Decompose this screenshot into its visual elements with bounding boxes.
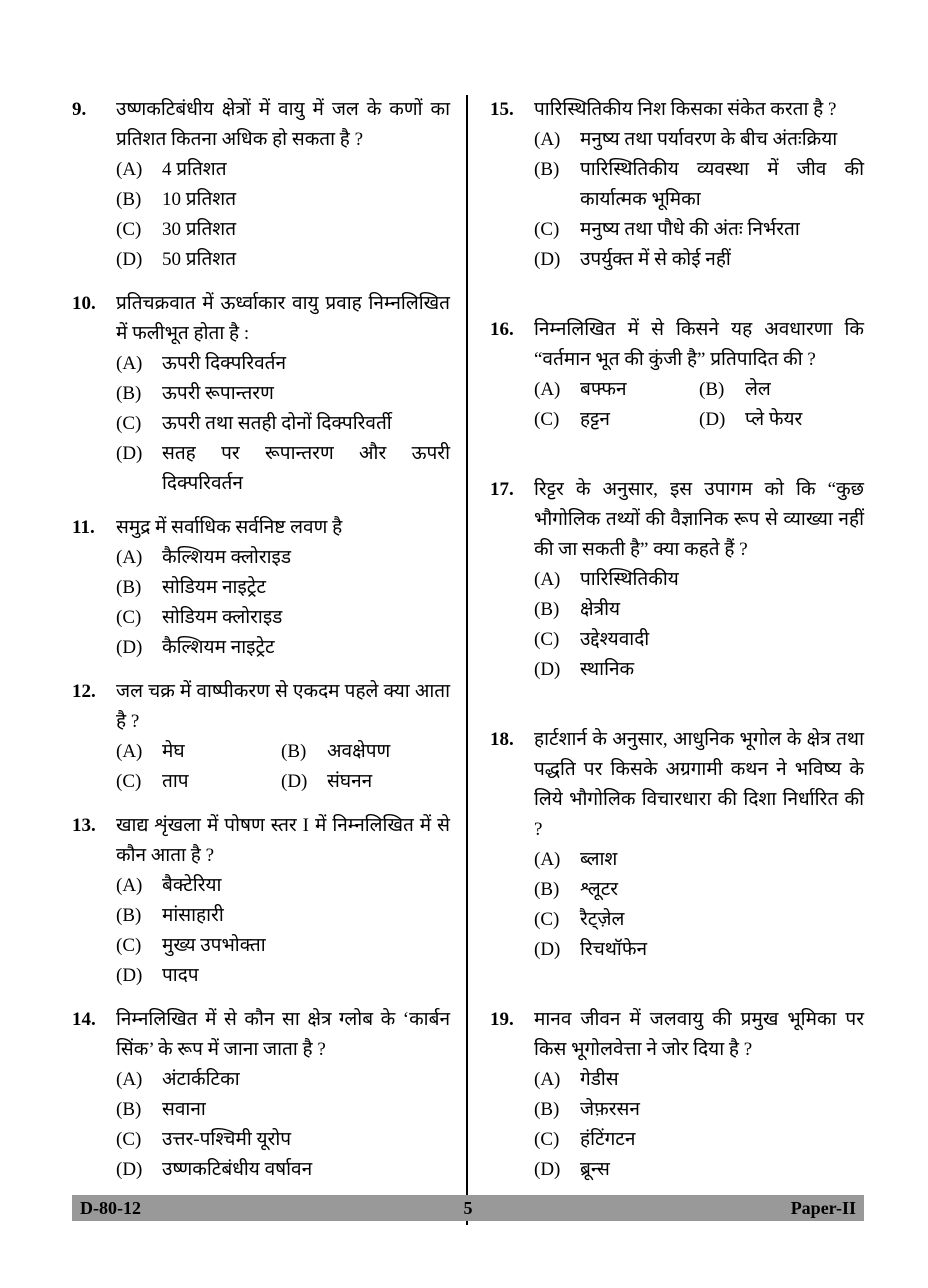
option — [534, 155, 864, 215]
footer-bar — [72, 1195, 864, 1221]
option-text: मनुष्य तथा पौधे की अंतः निर्भरता — [580, 219, 800, 240]
option-text: बैक्टेरिया — [162, 875, 222, 896]
option-text: पादप — [162, 965, 199, 986]
option — [116, 439, 450, 499]
option-label: (A) — [116, 547, 143, 568]
option — [116, 737, 281, 767]
option-label: (B) — [534, 599, 560, 620]
question-number: 18. — [490, 729, 514, 750]
option-text: उद्देश्यवादी — [580, 629, 650, 650]
option — [116, 573, 450, 603]
option-label: (B) — [116, 189, 142, 210]
option — [534, 625, 864, 655]
option-text: ऊपरी रूपान्तरण — [162, 383, 274, 404]
question-text: रिट्टर के अनुसार, इस उपागम को कि “कुछ भौगोलिक तथ्यों की वैज्ञानिक रूप से व्याख्या नहीं की जा सकती है” क्या कहते हैं ? — [534, 479, 864, 560]
option-label: (A) — [534, 569, 561, 590]
option-label: (D) — [281, 771, 308, 792]
option — [534, 935, 864, 965]
right-column — [490, 95, 864, 1225]
option-text: मेघ — [162, 741, 185, 762]
question-text: जल चक्र में वाष्पीकरण से एकदम पहले क्या आता है ? — [116, 681, 450, 732]
option-text: श्लूटर — [580, 879, 619, 900]
question-16 — [490, 315, 864, 435]
option-label: (A) — [116, 875, 143, 896]
option-text: पारिस्थितिकीय — [580, 569, 679, 590]
option — [116, 543, 450, 573]
option — [116, 767, 281, 797]
option — [116, 901, 450, 931]
option-label: (D) — [699, 409, 726, 430]
option-text: जेफ़रसन — [580, 1099, 640, 1120]
option — [116, 633, 450, 663]
option-text: गेडीस — [580, 1069, 619, 1090]
footer-paper-label: Paper-II — [790, 1197, 857, 1218]
option — [699, 375, 864, 405]
option — [116, 1155, 450, 1185]
option — [534, 215, 864, 245]
option-text: 50 प्रतिशत — [162, 249, 237, 270]
option-text: बफ्फन — [580, 379, 627, 400]
option-text: पारिस्थितिकीय व्यवस्था में जीव की कार्यात्मक भूमिका — [580, 159, 864, 210]
option-label: (C) — [534, 1129, 560, 1150]
option-text: 30 प्रतिशत — [162, 219, 237, 240]
option — [116, 215, 450, 245]
option-label: (B) — [116, 577, 142, 598]
option-text: क्षेत्रीय — [580, 599, 621, 620]
option-text: सोडियम नाइट्रेट — [162, 577, 266, 598]
question-text: खाद्य शृंखला में पोषण स्तर I में निम्नलिखित में से कौन आता है ? — [116, 815, 450, 866]
question-body — [116, 677, 450, 797]
option-text: हंटिंगटन — [580, 1129, 636, 1150]
option — [116, 379, 450, 409]
option — [116, 1125, 450, 1155]
option — [116, 931, 450, 961]
option-text: रैट्ज़ेल — [580, 909, 625, 930]
option-text: सवाना — [162, 1099, 206, 1120]
footer-paper-code: D-80-12 — [80, 1197, 141, 1218]
option-text: प्ले फेयर — [745, 409, 803, 430]
option — [116, 1095, 450, 1125]
option-text: 10 प्रतिशत — [162, 189, 237, 210]
option-text: रिचथॉफेन — [580, 939, 648, 960]
option — [534, 1095, 864, 1125]
question-body — [534, 1005, 864, 1185]
option-label: (A) — [534, 129, 561, 150]
option-label: (D) — [116, 249, 143, 270]
option — [534, 595, 864, 625]
question-14 — [72, 1005, 450, 1185]
option-text: सतह पर रूपान्तरण और ऊपरी दिक्परिवर्तन — [162, 443, 450, 494]
question-body — [116, 811, 450, 991]
option-label: (B) — [116, 905, 142, 926]
option-label: (C) — [534, 629, 560, 650]
option-text: अवक्षेपण — [327, 741, 391, 762]
question-text: समुद्र में सर्वाधिक सर्वनिष्ट लवण है — [116, 517, 343, 538]
question-number: 13. — [72, 815, 96, 836]
page-content — [72, 95, 864, 1225]
question-10 — [72, 289, 450, 499]
option-text: उत्तर-पश्चिमी यूरोप — [162, 1129, 292, 1150]
option-label: (A) — [534, 379, 561, 400]
option — [534, 1125, 864, 1155]
option-label: (D) — [116, 965, 143, 986]
option-label: (B) — [116, 383, 142, 404]
option — [534, 1155, 864, 1185]
option-text: मनुष्य तथा पर्यावरण के बीच अंतःक्रिया — [580, 129, 838, 150]
question-number: 9. — [72, 99, 87, 120]
option-text: कैल्शियम नाइट्रेट — [162, 637, 275, 658]
option-label: (D) — [534, 249, 561, 270]
option-label: (A) — [534, 1069, 561, 1090]
option-text: ब्रून्स — [580, 1159, 610, 1180]
option-label: (C) — [116, 607, 142, 628]
option-label: (D) — [534, 939, 561, 960]
column-divider — [466, 95, 468, 1225]
option — [116, 155, 450, 185]
question-19 — [490, 1005, 864, 1185]
option-label: (C) — [534, 219, 560, 240]
question-body — [534, 725, 864, 965]
question-text: निम्नलिखित में से किसने यह अवधारणा कि “वर्तमान भूत की कुंजी है” प्रतिपादित की ? — [534, 319, 864, 370]
question-number: 15. — [490, 99, 514, 120]
question-18 — [490, 725, 864, 965]
left-column — [72, 95, 450, 1225]
option — [534, 405, 699, 435]
option-label: (C) — [534, 909, 560, 930]
question-text: निम्नलिखित में से कौन सा क्षेत्र ग्लोब के ‘कार्बन सिंक’ के रूप में जाना जाता है ? — [116, 1009, 450, 1060]
option-label: (C) — [116, 413, 142, 434]
question-13 — [72, 811, 450, 991]
option-text: लेल — [745, 379, 771, 400]
option-row — [116, 737, 450, 767]
question-text: मानव जीवन में जलवायु की प्रमुख भूमिका पर किस भूगोलवेत्ता ने जोर दिया है ? — [534, 1009, 864, 1060]
option — [116, 409, 450, 439]
option — [116, 185, 450, 215]
question-body — [116, 1005, 450, 1185]
option — [116, 1065, 450, 1095]
option-label: (A) — [116, 1069, 143, 1090]
option-label: (C) — [534, 409, 560, 430]
question-number: 16. — [490, 319, 514, 340]
option-text: सोडियम क्लोराइड — [162, 607, 283, 628]
option — [281, 737, 450, 767]
option-label: (C) — [116, 935, 142, 956]
option-text: संघनन — [327, 771, 373, 792]
option-label: (D) — [534, 1159, 561, 1180]
question-9 — [72, 95, 450, 275]
option-label: (C) — [116, 1129, 142, 1150]
option-label: (C) — [116, 771, 142, 792]
question-number: 10. — [72, 293, 96, 314]
option-row — [116, 767, 450, 797]
option-label: (B) — [699, 379, 725, 400]
option-label: (B) — [534, 879, 560, 900]
option — [534, 375, 699, 405]
option — [534, 845, 864, 875]
question-11 — [72, 513, 450, 663]
option-label: (D) — [534, 659, 561, 680]
question-number: 11. — [72, 517, 95, 538]
option-text: उष्णकटिबंधीय वर्षावन — [162, 1159, 313, 1180]
option — [534, 1065, 864, 1095]
option-label: (A) — [116, 159, 143, 180]
option-label: (B) — [116, 1099, 142, 1120]
option — [534, 565, 864, 595]
question-text: उष्णकटिबंधीय क्षेत्रों में वायु में जल के कणों का प्रतिशत कितना अधिक हो सकता है ? — [116, 99, 450, 150]
option-row — [534, 375, 864, 405]
question-12 — [72, 677, 450, 797]
option — [116, 245, 450, 275]
option — [699, 405, 864, 435]
option-text: मुख्य उपभोक्ता — [162, 935, 266, 956]
question-number: 17. — [490, 479, 514, 500]
option-text: अंटार्कटिका — [162, 1069, 240, 1090]
option — [281, 767, 450, 797]
option-label: (D) — [116, 1159, 143, 1180]
option — [534, 875, 864, 905]
question-body — [116, 513, 450, 663]
option-label: (B) — [281, 741, 307, 762]
option-label: (A) — [116, 353, 143, 374]
footer-page-number: 5 — [463, 1197, 473, 1218]
option-text: हट्टन — [580, 409, 610, 430]
question-text: प्रतिचक्रवात में ऊर्ध्वाकार वायु प्रवाह निम्नलिखित में फलीभूत होता है : — [116, 293, 450, 344]
option — [534, 655, 864, 685]
question-number: 12. — [72, 681, 96, 702]
option-label: (A) — [534, 849, 561, 870]
option-text: ब्लाश — [580, 849, 618, 870]
question-body — [116, 289, 450, 499]
option-text: कैल्शियम क्लोराइड — [162, 547, 292, 568]
option-text: स्थानिक — [580, 659, 635, 680]
option — [116, 349, 450, 379]
option-text: 4 प्रतिशत — [162, 159, 227, 180]
option — [534, 905, 864, 935]
option — [116, 961, 450, 991]
question-number: 14. — [72, 1009, 96, 1030]
option-label: (A) — [116, 741, 143, 762]
question-17 — [490, 475, 864, 685]
question-body — [534, 475, 864, 685]
option-text: ताप — [162, 771, 189, 792]
question-number: 19. — [490, 1009, 514, 1030]
option-text: उपर्युक्त में से कोई नहीं — [580, 249, 731, 270]
option — [534, 245, 864, 275]
option-label: (B) — [534, 159, 560, 180]
option-row — [534, 405, 864, 435]
option — [534, 125, 864, 155]
option-text: ऊपरी तथा सतही दोनों दिक्परिवर्ती — [162, 413, 392, 434]
option-label: (B) — [534, 1099, 560, 1120]
option-label: (C) — [116, 219, 142, 240]
question-body — [534, 315, 864, 435]
option-label: (D) — [116, 637, 143, 658]
question-body — [116, 95, 450, 275]
option — [116, 871, 450, 901]
question-15 — [490, 95, 864, 275]
option — [116, 603, 450, 633]
question-text: हार्टशार्न के अनुसार, आधुनिक भूगोल के क्षेत्र तथा पद्धति पर किसके अग्रगामी कथन ने भविष्य के लिये भौगोलिक विचारधारा की दिशा निर्धारित की ? — [534, 729, 864, 840]
option-text: ऊपरी दिक्परिवर्तन — [162, 353, 287, 374]
question-body — [534, 95, 864, 275]
question-text: पारिस्थितिकीय निश किसका संकेत करता है ? — [534, 99, 837, 120]
option-text: मांसाहारी — [162, 905, 224, 926]
option-label: (D) — [116, 443, 143, 464]
